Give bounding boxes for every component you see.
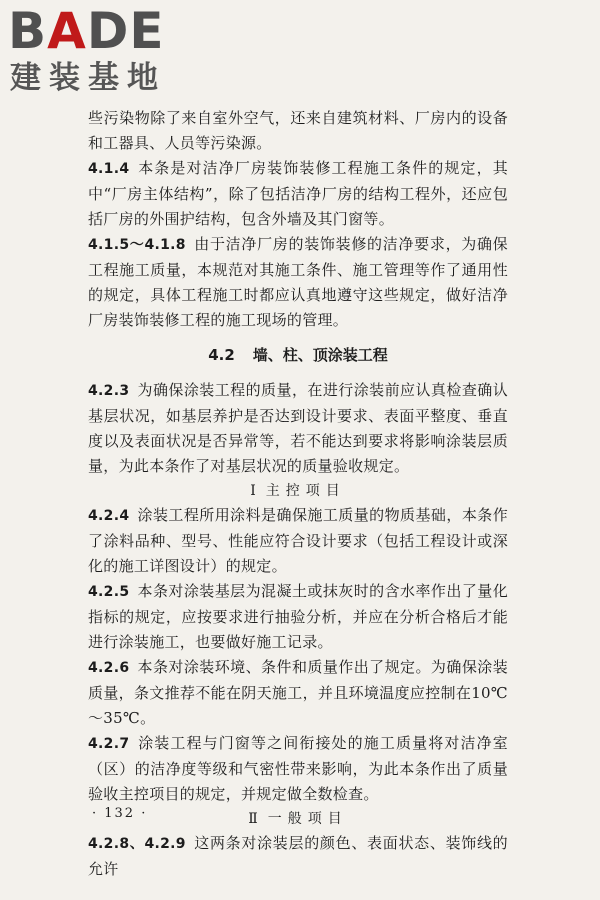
page-number: · 132 · [92,806,148,821]
paragraph-4-2-4 [88,503,508,579]
paragraph-4-2-5 [88,579,508,655]
subheading-title: 一般项目 [267,811,348,827]
subheading-general-items [88,807,508,831]
paragraph-4-1-4 [88,156,508,232]
logo-letter-b: B [8,2,48,60]
logo-letter-a: A [47,2,87,60]
paragraph-text: 本条是对洁净厂房装饰装修工程施工条件的规定，其中“厂房主体结构”，除了包括洁净厂房的结构工程外，还应包括厂房的外围护结构，包含外墙及其门窗等。 [88,159,508,228]
section-title: 墙、柱、顶涂装工程 [252,346,388,364]
logo-letters-de: DE [86,2,165,60]
paragraph-text: 涂装工程所用涂料是确保施工质量的物质基础，本条作了涂料品种、型号、性能应符合设计要求（包括工程设计或深化的施工详图设计）的规定。 [88,506,508,575]
paragraph-continued [88,106,508,156]
subheading-main-items [88,479,508,503]
clause-number: 4.2.8、4.2.9 [88,836,186,852]
clause-number: 4.2.3 [88,383,130,399]
logo-chinese: 建装基地 [10,60,166,96]
clause-number: 4.2.4 [88,508,130,524]
paragraph-4-2-6 [88,655,508,731]
paragraph-4-1-5 [88,232,508,333]
bade-logo [8,4,178,100]
subheading-roman: Ⅱ [248,811,258,827]
clause-number: 4.1.4 [88,161,130,177]
subheading-roman: Ⅰ [250,483,256,499]
section-number: 4.2 [208,346,235,364]
paragraph-4-2-7 [88,731,508,807]
clause-number: 4.1.5～4.1.8 [88,237,186,253]
paragraph-4-2-8 [88,831,508,882]
paragraph-text: 由于洁净厂房的装饰装修的洁净要求，为确保工程施工质量，本规范对其施工条件、施工管理等作了通用性的规定，具体工程施工时都应认真地遵守这些规定，做好洁净厂房装饰装修工程的施工现场的管理。 [88,235,508,329]
paragraph-text: 这两条对涂装层的颜色、表面状态、装饰线的允许 [88,834,508,878]
paragraph-text: 本条对涂装基层为混凝土或抹灰时的含水率作出了量化指标的规定，应按要求进行抽验分析，并应在分析合格后才能进行涂装施工，也要做好施工记录。 [88,582,508,651]
paragraph-text: 涂装工程与门窗等之间衔接处的施工质量将对洁净室（区）的洁净度等级和气密性带来影响，为此本条作出了质量验收主控项目的规定，并规定做全数检查。 [88,734,508,803]
section-heading [88,343,508,368]
paragraph-text: 本条对涂装环境、条件和质量作出了规定。为确保涂装质量，条文推荐不能在阴天施工，并且环境温度应控制在10℃～35℃。 [88,658,508,727]
paragraph-text: 些污染物除了来自室外空气，还来自建筑材料、厂房内的设备和工器具、人员等污染源。 [88,109,508,152]
logo-wordmark [8,4,165,58]
paragraph-text: 为确保涂装工程的质量，在进行涂装前应认真检查确认基层状况，如基层养护是否达到设计要求、表面平整度、垂直度以及表面状况是否异常等，若不能达到要求将影响涂装层质量，为此本条作了对基层状况的质量验收规定。 [88,381,508,475]
clause-number: 4.2.5 [88,584,130,600]
body-text [88,106,508,882]
clause-number: 4.2.7 [88,736,130,752]
paragraph-4-2-3 [88,378,508,479]
subheading-title: 主控项目 [265,483,346,499]
clause-number: 4.2.6 [88,660,130,676]
